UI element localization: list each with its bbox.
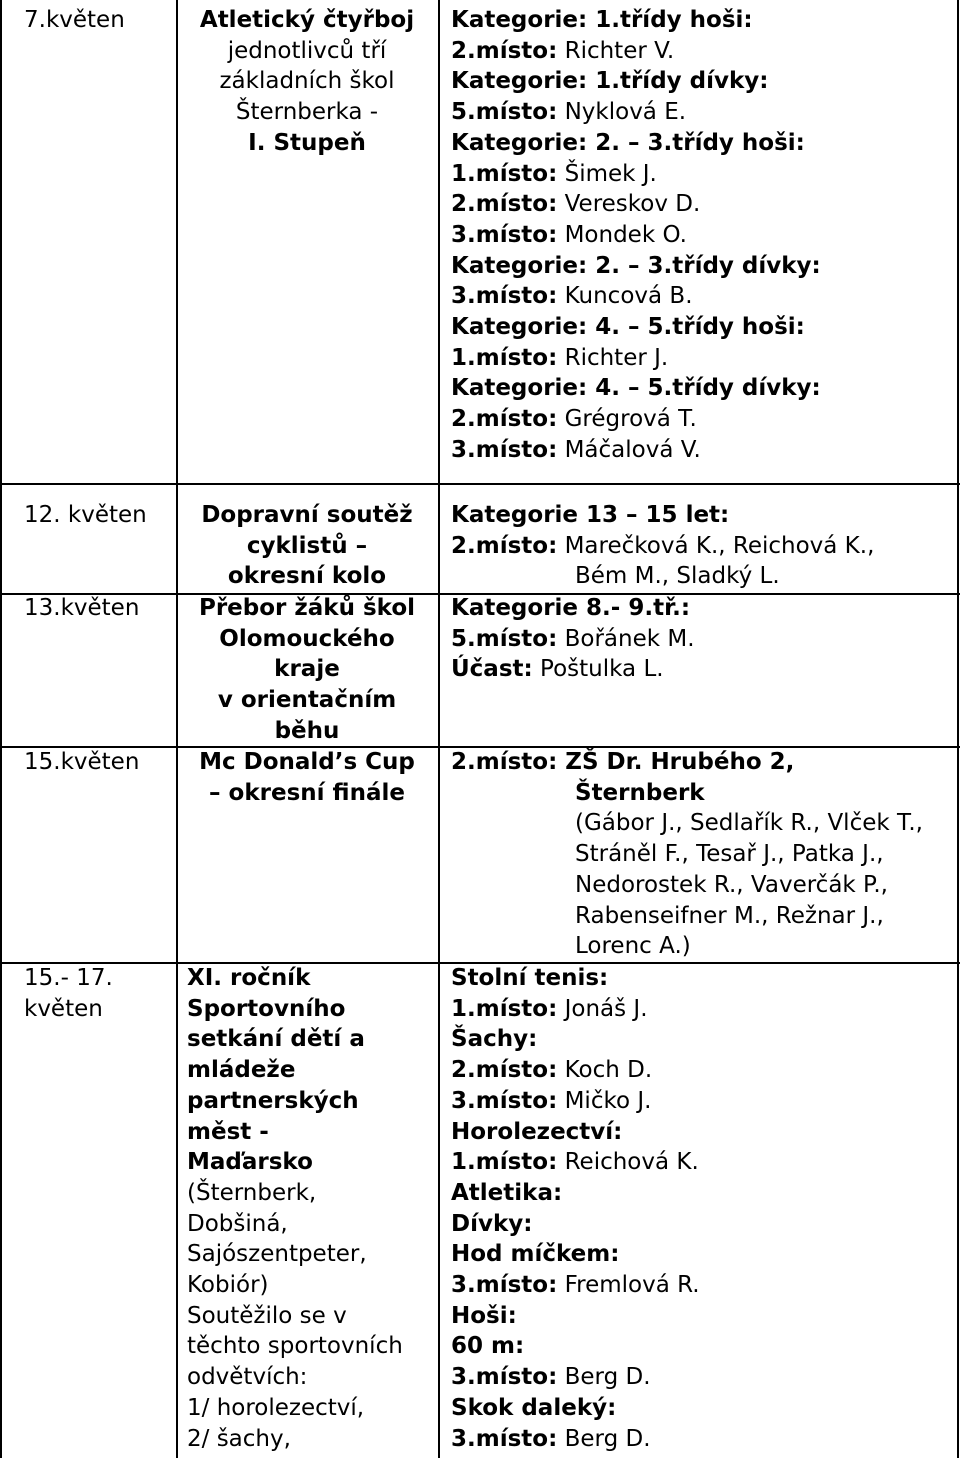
result-line	[451, 531, 951, 562]
result-line	[451, 251, 951, 282]
result-heading: 60 m:	[451, 1333, 525, 1360]
result-heading: Horolezectví:	[451, 1118, 623, 1145]
result-line	[451, 1147, 951, 1178]
event-name-line: setkání dětí a	[187, 1026, 365, 1053]
result-value: Nedorostek R., Vaverčák P.,	[575, 871, 888, 898]
result-heading: Kategorie 8.- 9.tř.:	[451, 595, 691, 621]
result-line	[451, 159, 951, 190]
result-heading: Kategorie 13 – 15 let:	[451, 502, 730, 528]
result-line	[451, 189, 951, 220]
result-heading: Kategorie: 2. – 3.třídy hoši:	[451, 129, 805, 156]
result-line	[451, 66, 951, 97]
row-event	[182, 500, 432, 592]
result-value: Vereskov D.	[557, 191, 701, 218]
placement-label: 5.místo:	[451, 625, 558, 652]
event-name-line: okresní kolo	[227, 563, 387, 590]
result-heading: Kategorie: 4. – 5.třídy dívky:	[451, 375, 821, 402]
result-value: Berg D.	[557, 1364, 651, 1391]
result-line	[451, 281, 951, 312]
row-results	[451, 5, 951, 466]
result-heading: Dívky:	[451, 1210, 533, 1237]
result-line	[451, 1270, 951, 1301]
event-name-line: partnerských	[187, 1087, 359, 1114]
row-results	[451, 963, 951, 1454]
event-date: 12. květen	[24, 502, 147, 528]
result-value: (Gábor J., Sedlařík R., Vlček T.,	[575, 810, 923, 837]
placement-label: 3.místo:	[451, 1272, 558, 1299]
result-value: Richter V.	[557, 37, 675, 64]
result-line	[451, 128, 951, 159]
placement-label: 2.místo:	[451, 406, 558, 433]
result-line	[451, 404, 951, 435]
result-value: Poštulka L.	[532, 656, 664, 683]
result-line	[451, 1086, 951, 1117]
event-name-line: Olomouckého	[219, 625, 395, 652]
result-line	[451, 1024, 951, 1055]
result-line	[451, 36, 951, 67]
event-name-line: jednotlivců tří	[227, 37, 387, 64]
result-line	[451, 994, 951, 1025]
event-date: květen	[24, 995, 103, 1022]
result-line	[451, 1055, 951, 1086]
event-name-line: běhu	[274, 717, 340, 744]
result-value: Berg D.	[557, 1425, 651, 1452]
result-line	[451, 870, 951, 901]
placement-label: 1.místo:	[451, 995, 558, 1022]
event-name-line: Dobšiná,	[187, 1210, 288, 1237]
event-name-line: mládeže	[187, 1057, 296, 1084]
placement-label: Účast:	[451, 656, 533, 683]
event-name-line: (Šternberk,	[187, 1179, 317, 1206]
result-value: ZŠ Dr. Hrubého 2,	[557, 749, 795, 775]
result-value: Koch D.	[557, 1057, 653, 1084]
event-date: 7.květen	[24, 7, 125, 33]
result-value: Fremlová R.	[557, 1272, 700, 1299]
result-value: Mondek O.	[557, 221, 687, 248]
placement-label: 3.místo:	[451, 1364, 558, 1391]
event-name-line: Atletický čtyřboj	[199, 7, 415, 33]
result-heading: Stolní tenis:	[451, 965, 609, 991]
result-value: Kuncová B.	[557, 283, 693, 310]
result-line	[451, 343, 951, 374]
event-name-line: kraje	[274, 656, 340, 683]
result-line	[451, 808, 951, 839]
event-name-line: Mc Donald’s Cup	[199, 749, 415, 775]
row-date	[24, 5, 174, 36]
result-line	[451, 1239, 951, 1270]
result-heading: Hod míčkem:	[451, 1241, 620, 1268]
placement-label: 1.místo:	[451, 1149, 558, 1176]
result-line	[451, 1362, 951, 1393]
placement-label: 3.místo:	[451, 1425, 558, 1452]
result-line	[451, 1424, 951, 1455]
result-heading: Kategorie: 4. – 5.třídy hoši:	[451, 314, 805, 341]
result-line	[451, 624, 951, 655]
row-event	[182, 5, 432, 159]
event-name-line: Dopravní soutěž	[201, 502, 413, 528]
row-date	[24, 500, 174, 531]
result-value: Jonáš J.	[557, 995, 648, 1022]
placement-label: 3.místo:	[451, 221, 558, 248]
result-line	[451, 1117, 951, 1148]
result-line	[451, 97, 951, 128]
event-name-line: I. Stupeň	[248, 129, 366, 156]
event-name-line: Kobiór)	[187, 1272, 269, 1299]
result-line	[451, 220, 951, 251]
result-line	[451, 500, 951, 531]
result-heading: Skok daleký:	[451, 1394, 617, 1421]
event-name-line: – okresní finále	[209, 779, 405, 806]
event-name-line: základních škol	[219, 68, 395, 95]
result-line	[451, 654, 951, 685]
event-name-line: v orientačním	[217, 687, 397, 714]
result-line	[451, 1209, 951, 1240]
result-heading: Hoši:	[451, 1302, 517, 1329]
result-line	[451, 561, 951, 592]
result-line	[451, 1178, 951, 1209]
result-line	[451, 312, 951, 343]
table-border-right	[957, 0, 959, 1458]
row-results	[451, 593, 951, 685]
result-value: Bořánek M.	[557, 625, 695, 652]
event-name-line: 1/ horolezectví,	[187, 1394, 365, 1421]
event-name-line: Maďarsko	[187, 1149, 313, 1176]
result-line	[451, 747, 951, 778]
result-line	[451, 1301, 951, 1332]
event-date: 15.- 17.	[24, 965, 113, 991]
placement-label: 5.místo:	[451, 99, 558, 126]
event-name-line: měst -	[187, 1118, 269, 1145]
result-value: Marečková K., Reichová K.,	[557, 532, 875, 559]
result-line	[451, 931, 951, 962]
result-line	[451, 839, 951, 870]
result-line	[451, 963, 951, 994]
column-divider-2	[438, 0, 440, 1458]
result-heading: Atletika:	[451, 1179, 563, 1206]
row-date	[24, 747, 174, 778]
placement-label: 2.místo:	[451, 37, 558, 64]
result-line	[451, 5, 951, 36]
event-name-line: odvětvích:	[187, 1364, 308, 1391]
event-name-line: Sportovního	[187, 995, 346, 1022]
column-divider-1	[176, 0, 178, 1458]
placement-label: 2.místo:	[451, 532, 558, 559]
event-date: 13.květen	[24, 595, 140, 621]
placement-label: 3.místo:	[451, 436, 558, 463]
event-name-line: těchto sportovních	[187, 1333, 403, 1360]
row-divider	[0, 483, 960, 485]
result-value: Šimek J.	[557, 160, 657, 187]
result-line	[451, 901, 951, 932]
result-value: Stráněl F., Tesař J., Patka J.,	[575, 841, 884, 868]
event-name-line: Sajószentpeter,	[187, 1241, 367, 1268]
result-line	[451, 778, 951, 809]
row-date	[24, 963, 174, 1024]
placement-label: 3.místo:	[451, 1087, 558, 1114]
row-date	[24, 593, 174, 624]
placement-label: 2.místo:	[451, 191, 558, 218]
row-event	[182, 593, 432, 747]
row-event	[187, 963, 437, 1454]
result-heading: Kategorie: 2. – 3.třídy dívky:	[451, 252, 821, 279]
result-heading: Kategorie: 1.třídy dívky:	[451, 68, 769, 95]
event-name-line: cyklistů –	[246, 532, 368, 559]
result-value: Nyklová E.	[557, 99, 687, 126]
result-value: Bém M., Sladký L.	[575, 563, 780, 590]
result-value: Reichová K.	[557, 1149, 699, 1176]
result-heading: Šachy:	[451, 1026, 538, 1053]
event-name-line: Přebor žáků škol	[198, 595, 416, 621]
result-line	[451, 1331, 951, 1362]
row-results	[451, 747, 951, 962]
row-results	[451, 500, 951, 592]
result-heading: Šternberk	[575, 779, 705, 806]
event-name-line: 2/ šachy,	[187, 1425, 291, 1452]
row-event	[182, 747, 432, 808]
result-value: Máčalová V.	[557, 436, 701, 463]
result-value: Grégrová T.	[557, 406, 697, 433]
result-line	[451, 593, 951, 624]
result-heading: Kategorie: 1.třídy hoši:	[451, 7, 753, 33]
result-line	[451, 373, 951, 404]
result-value: Lorenc A.)	[575, 933, 691, 960]
placement-label: 2.místo:	[451, 749, 558, 775]
event-name-line: Šternberka -	[235, 99, 379, 126]
result-value: Richter J.	[557, 344, 669, 371]
placement-label: 1.místo:	[451, 344, 558, 371]
event-name-line: XI. ročník	[187, 965, 311, 991]
result-line	[451, 435, 951, 466]
result-value: Mičko J.	[557, 1087, 652, 1114]
event-name-line: Soutěžilo se v	[187, 1302, 347, 1329]
placement-label: 3.místo:	[451, 283, 558, 310]
placement-label: 1.místo:	[451, 160, 558, 187]
event-date: 15.květen	[24, 749, 140, 775]
result-line	[451, 1393, 951, 1424]
table-border-left	[0, 0, 2, 1458]
placement-label: 2.místo:	[451, 1057, 558, 1084]
result-value: Rabenseifner M., Režnar J.,	[575, 902, 884, 929]
